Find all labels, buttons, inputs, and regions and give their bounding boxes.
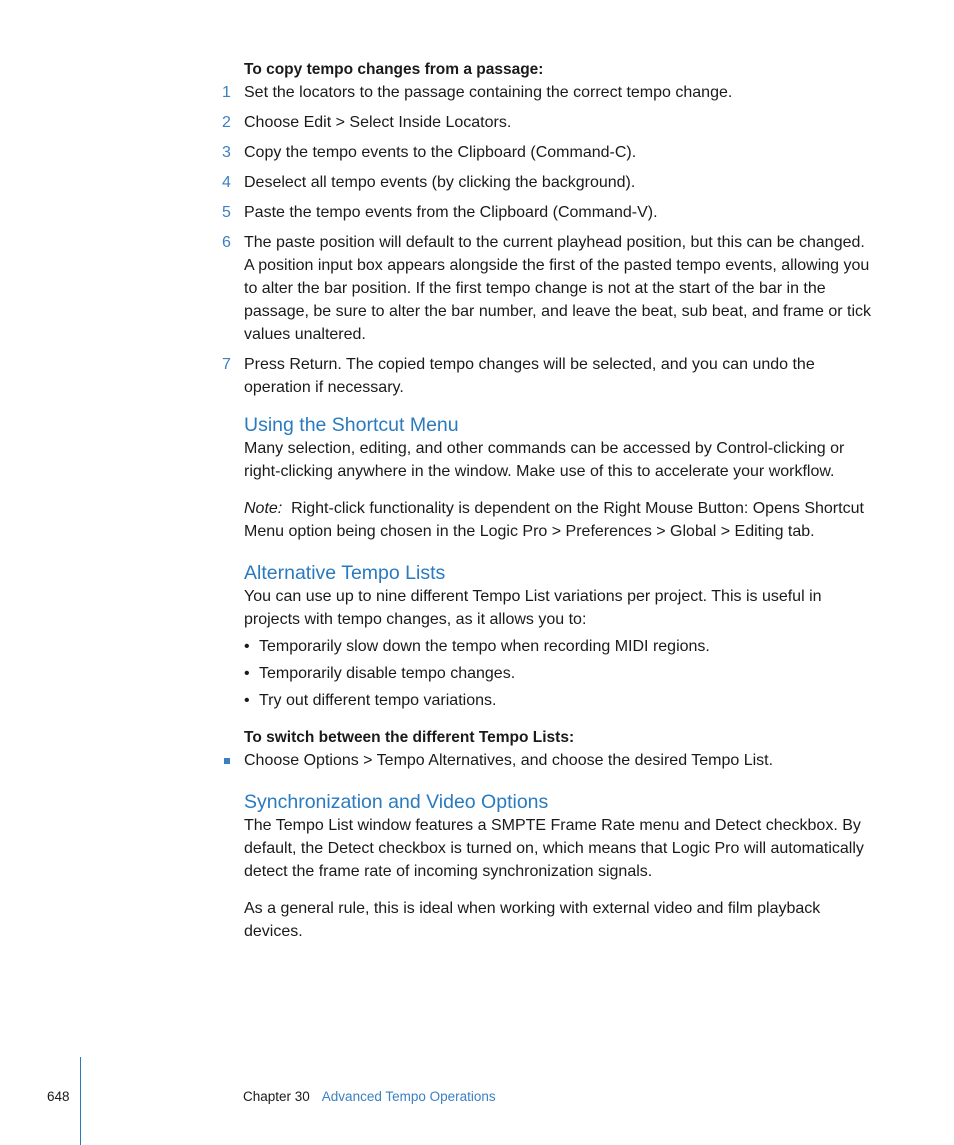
step-text: Set the locators to the passage containing the correct tempo change. [244, 84, 733, 101]
sync-paragraph-1: The Tempo List window features a SMPTE Frame Rate menu and Detect checkbox. By default, the Detect checkbox is turned on, which means that Logic Pro will automatically detect the frame rate of incoming synchronization signals. [244, 817, 864, 880]
bullet-list [244, 635, 874, 712]
footer-chapter [243, 1089, 496, 1104]
step-item [222, 201, 874, 224]
step-text: Choose Edit > Select Inside Locators. [244, 114, 512, 131]
note-label: Note: [244, 500, 283, 517]
bullet-text: Try out different tempo variations. [259, 692, 497, 709]
step-item [222, 171, 874, 194]
bullet-text: Temporarily slow down the tempo when recording MIDI regions. [259, 638, 710, 655]
step-text: Paste the tempo events from the Clipboard (Command-V). [244, 204, 658, 221]
heading-sync-video-options: Synchronization and Video Options [244, 791, 549, 813]
page-number: 648 [47, 1089, 70, 1104]
alt-paragraph: You can use up to nine different Tempo List variations per project. This is useful in projects with tempo changes, as it allows you to: [244, 588, 822, 628]
procedure-title-copy-tempo: To copy tempo changes from a passage: [244, 61, 544, 78]
step-number: 5 [222, 204, 231, 221]
square-bullet-icon [224, 758, 230, 764]
step-text: Press Return. The copied tempo changes will be selected, and you can undo the operation if necessary. [244, 356, 815, 396]
step-item [222, 141, 874, 164]
step-item [222, 111, 874, 134]
sync-paragraph-2: As a general rule, this is ideal when working with external video and film playback devices. [244, 900, 821, 940]
bullet-item [244, 662, 874, 685]
step-item [222, 353, 874, 399]
step-number: 4 [222, 174, 231, 191]
bullet-text: Temporarily disable tempo changes. [259, 665, 516, 682]
heading-shortcut-menu: Using the Shortcut Menu [244, 414, 459, 436]
step-text: The paste position will default to the current playhead position, but this can be changed. A position input box appears alongside the first of the pasted tempo events, allowing you to alter the bar position. If the first tempo change is not at the start of the bar in the passage, be sure to alter the bar number, and leave the beat, sub beat, and frame or tick values unaltered. [244, 234, 872, 343]
chapter-title-link[interactable]: Advanced Tempo Operations [321, 1089, 496, 1104]
step-text: Copy the tempo events to the Clipboard (Command-C). [244, 144, 637, 161]
step-number: 3 [222, 144, 231, 161]
action-step [244, 749, 874, 772]
step-item [222, 81, 874, 104]
bullet-glyph: • [244, 692, 250, 709]
chapter-label: Chapter 30 [243, 1089, 310, 1104]
steps-list [222, 81, 874, 399]
bullet-glyph: • [244, 665, 250, 682]
bullet-item [244, 635, 874, 658]
shortcut-paragraph: Many selection, editing, and other commands can be accessed by Control-clicking or right-clicking anywhere in the window. Make use of this to accelerate your workflow. [244, 440, 845, 480]
step-number: 6 [222, 234, 231, 251]
step-item [222, 231, 874, 346]
action-text: Choose Options > Tempo Alternatives, and choose the desired Tempo List. [244, 752, 774, 769]
step-number: 7 [222, 356, 231, 373]
heading-alternative-tempo-lists: Alternative Tempo Lists [244, 562, 446, 584]
shortcut-note [244, 497, 874, 543]
procedure-title-switch-tempo-lists: To switch between the different Tempo Lists: [244, 729, 575, 746]
step-number: 1 [222, 84, 231, 101]
step-text: Deselect all tempo events (by clicking the background). [244, 174, 636, 191]
page-content [222, 58, 874, 957]
note-text: Right-click functionality is dependent on the Right Mouse Button: Opens Shortcut Menu option being chosen in the Logic Pro > Preferences > Global > Editing tab. [244, 500, 864, 540]
bullet-item [244, 689, 874, 712]
footer-divider [80, 1057, 81, 1145]
bullet-glyph: • [244, 638, 250, 655]
step-number: 2 [222, 114, 231, 131]
